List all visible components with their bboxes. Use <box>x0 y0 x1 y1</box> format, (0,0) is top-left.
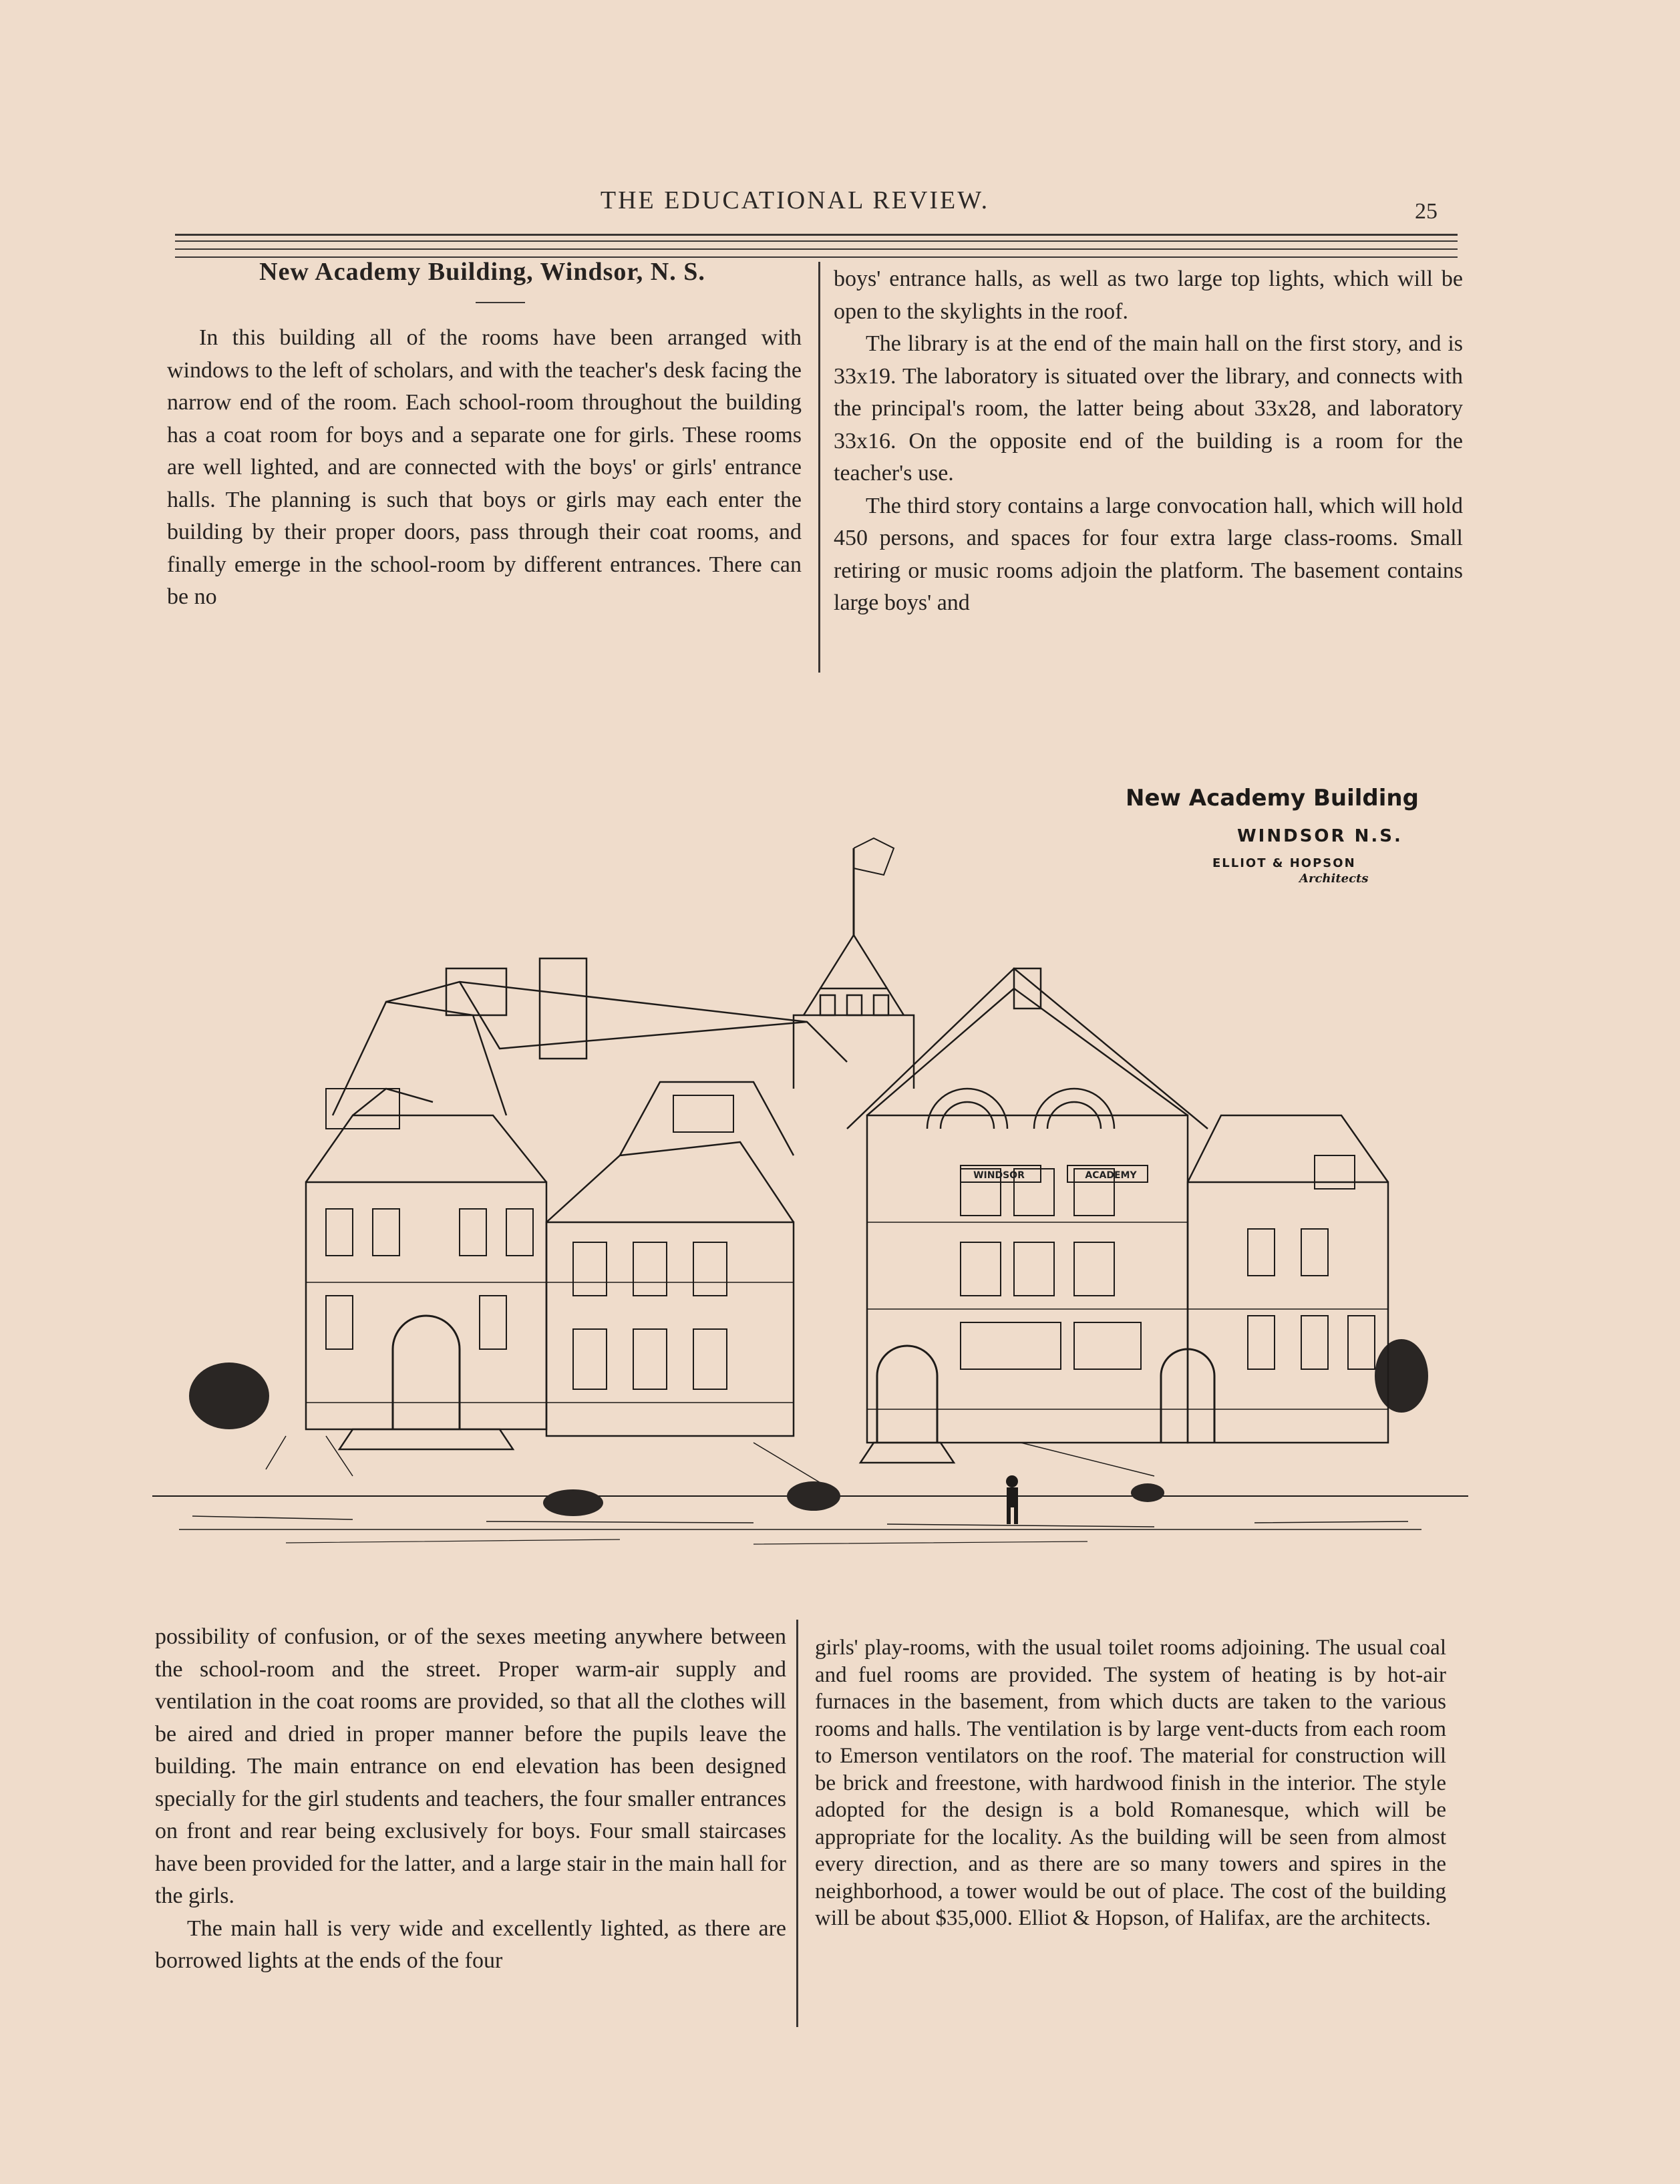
paragraph: The library is at the end of the main hall on the first story, and is 33x19. The laboratory is situated over the library, and connects with the principal's room, the latter being about 33x28, and laboratory 33x16. On the opposite end of the building is a room for the teacher's use. <box>834 331 1463 486</box>
building-sign-right: ACADEMY <box>1085 1170 1137 1181</box>
paragraph: possibility of confusion, or of the sexes meeting anywhere between the school-room and the street. Proper warm-air supply and ventilation in the coat rooms are provided, so that all the clothes will be aired and dried in proper manner before the pupils leave the building. The main entrance on end elevation has been designed specially for the girl students and teachers, the four smaller entrances on front and rear being exclusively for boys. Four small staircases have been provided for the latter, and a large stair in the main hall for the girls. <box>155 1624 786 1908</box>
header-rule <box>175 248 1458 250</box>
text-column-top-left <box>167 322 802 614</box>
illustration-caption-title: New Academy Building <box>1126 785 1419 811</box>
paragraph: The main hall is very wide and excellently lighted, as there are borrowed lights at the ends of the four <box>155 1916 786 1973</box>
article-title: New Academy Building, Windsor, N. S. <box>259 258 705 286</box>
running-head: THE EDUCATIONAL REVIEW. <box>600 186 990 214</box>
illustration-caption-role: Architects <box>1299 872 1369 886</box>
text-column-top-right <box>834 263 1463 620</box>
header-rule <box>175 234 1458 236</box>
illustration-caption-architects: ELLIOT & HOPSON <box>1212 856 1356 870</box>
column-divider <box>818 262 820 673</box>
header-rule <box>175 240 1458 242</box>
text-column-bottom-right <box>815 1634 1446 1932</box>
illustration-caption-place: WINDSOR N.S. <box>1237 826 1403 846</box>
paragraph: girls' play-rooms, with the usual toilet rooms adjoining. The usual coal and fuel rooms are provided. The system of heating is by hot-air furnaces in the basement, from which ducts are taken to the various rooms and halls. The ventilation is by large vent-ducts from each room to Emerson ventilators on the roof. The material for construction will be brick and freestone, with hardwood finish in the interior. The style adopted for the design is a bold Romanesque, which will be appropriate for the locality. As the building will be seen from almost every direction, and as there are so many towers and spires in the neighborhood, a tower would be out of place. The cost of the building will be about $35,000. Elliot & Hopson, of Halifax, are the architects. <box>815 1636 1446 1930</box>
paragraph: In this building all of the rooms have been arranged with windows to the left of scholars, and with the teacher's desk facing the narrow end of the room. Each school-room throughout the building has a coat room for boys and a separate one for girls. These rooms are well lighted, and are connected with the boys' or girls' entrance halls. The planning is such that boys or girls may each enter the building by their proper doors, pass through their coat rooms, and finally emerge in the school-room by different entrances. There can be no <box>167 325 802 609</box>
paragraph: The third story contains a large convocation hall, which will hold 450 persons, and spaces for four extra large class-rooms. Small retiring or music rooms adjoin the platform. The basement contains large boys' and <box>834 493 1463 615</box>
text-column-bottom-left <box>155 1621 786 1978</box>
page-number: 25 <box>1415 199 1438 224</box>
paragraph: boys' entrance halls, as well as two large top lights, which will be open to the skylights in the roof. <box>834 266 1463 324</box>
building-sign-left: WINDSOR <box>973 1170 1025 1181</box>
title-divider <box>476 302 525 303</box>
column-divider <box>796 1620 798 2027</box>
